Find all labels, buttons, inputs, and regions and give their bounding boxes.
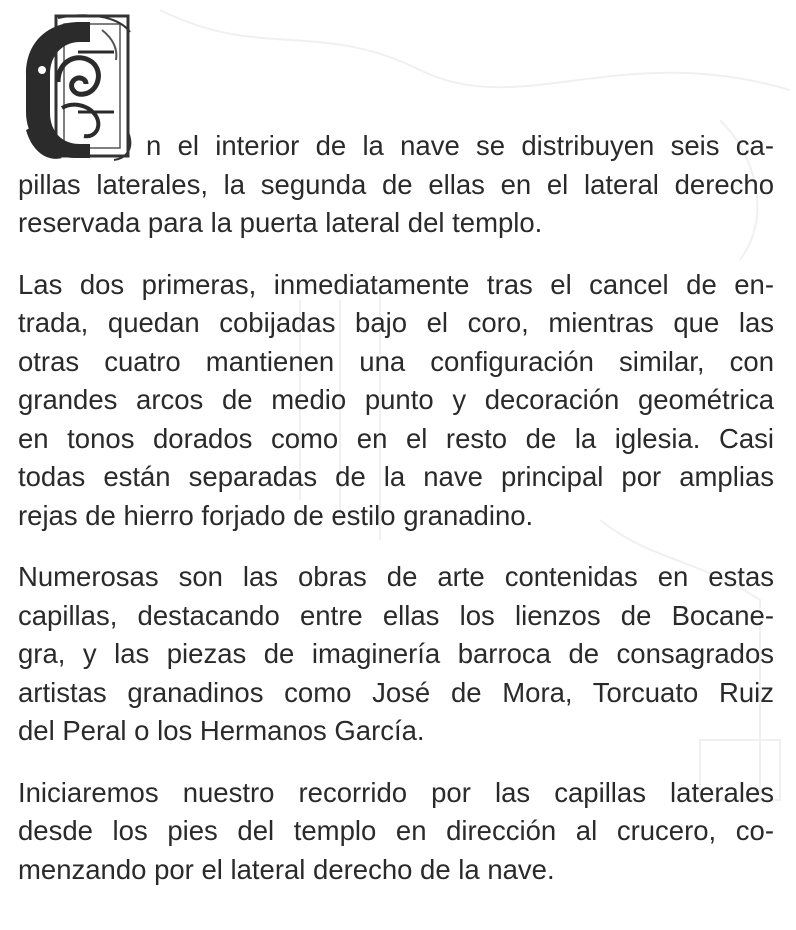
paragraph-line: reservada para la puerta lateral del templo.: [18, 207, 543, 238]
paragraph-2: [18, 266, 774, 536]
paragraph-line: desde los pies del templo en dirección al crucero, co-: [18, 815, 774, 846]
paragraph-line: pillas laterales, la segunda de ellas en el lateral derecho: [18, 168, 774, 200]
paragraph-line: Las dos primeras, inmediatamente tras el cancel de en-: [18, 268, 774, 300]
paragraph-line: artistas granadinos como José de Mora, Torcuato Ruiz: [18, 676, 774, 708]
paragraph-4: [18, 774, 774, 890]
paragraph-line: Numerosas son las obras de arte contenidas en estas: [18, 561, 774, 592]
paragraph-line: en tonos dorados como en el resto de la iglesia. Casi: [18, 422, 774, 454]
paragraph-line: grandes arcos de medio punto y decoración geométrica: [18, 384, 774, 415]
paragraph-line: n el interior de la nave se distribuyen seis ca-: [146, 130, 774, 161]
paragraph-line: gra, y las piezas de imaginería barroca de consagrados: [18, 638, 774, 669]
paragraph-line: menzando por el lateral derecho de la nave.: [18, 853, 555, 885]
paragraph-line: todas están separadas de la nave principal por amplias: [18, 461, 774, 492]
document-page: [18, 12, 774, 912]
paragraph-3: [18, 558, 774, 751]
paragraph-1: [18, 12, 774, 243]
paragraph-line: Iniciaremos nuestro recorrido por las capillas laterales: [18, 776, 774, 808]
paragraph-line: del Peral o los Hermanos García.: [18, 715, 425, 746]
paragraph-line: capillas, destacando entre ellas los lienzos de Bocane-: [18, 599, 774, 631]
paragraph-line: trada, quedan cobijadas bajo el coro, mientras que las: [18, 307, 774, 338]
paragraph-line: otras cuatro mantienen una configuración similar, con: [18, 345, 774, 377]
paragraph-line: rejas de hierro forjado de estilo granadino.: [18, 499, 534, 531]
ornamental-dropcap-e: [18, 12, 136, 164]
